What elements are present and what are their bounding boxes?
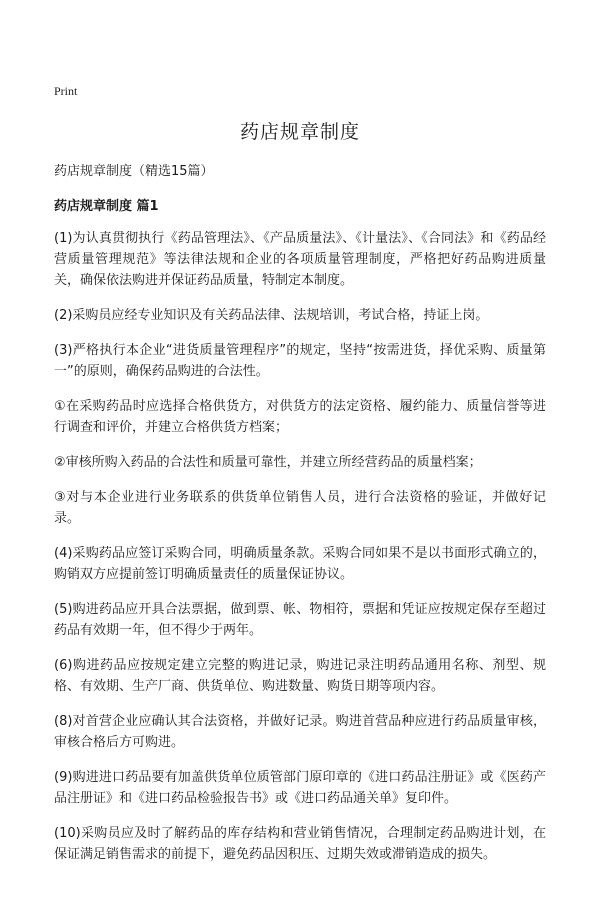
paragraph-8: (5)购进药品应开具合法票据，做到票、帐、物相符，票据和凭证应按规定保存至超过药品有效期一年，但不得少于两年。 (54, 602, 546, 638)
paragraph-6: ③对与本企业进行业务联系的供货单位销售人员，进行合法资格的验证，并做好记录。 (54, 490, 546, 526)
document-title: 药店规章制度 (239, 121, 360, 143)
paragraph-5: ②审核所购入药品的合法性和质量可靠性，并建立所经营药品的质量档案； (54, 455, 482, 470)
paragraph-12: (10)采购员应及时了解药品的库存结构和营业销售情况，合理制定药品购进计划，在保证满足销售需求的前提下，避免药品因积压、过期失效或滞销造成的损失。 (54, 826, 546, 862)
paragraph-9: (6)购进药品应按规定建立完整的购进记录，购进记录注明药品通用名称、剂型、规格、有效期、生产厂商、供货单位、购进数量、购货日期等项内容。 (54, 658, 546, 694)
document-subtitle: 药店规章制度（精选15篇） (54, 164, 214, 179)
paragraph-2: (2)采购员应经专业知识及有关药品法律、法规培训，考试合格，持证上岗。 (54, 308, 489, 323)
paragraph-11: (9)购进进口药品要有加盖供货单位质管部门原印章的《进口药品注册证》或《医药产品注册证》和《进口药品检验报告书》或《进口药品通关单》复印件。 (54, 770, 546, 806)
paragraph-10: (8)对首营企业应确认其合法资格，并做好记录。购进首营品种应进行药品质量审核，审核合格后方可购进。 (54, 714, 546, 750)
paragraph-7: (4)采购药品应签订采购合同，明确质量条款。采购合同如果不是以书面形式确立的，购销双方应提前签订明确质量责任的质量保证协议。 (54, 546, 546, 582)
paragraph-1: (1)为认真贯彻执行《药品管理法》、《产品质量法》、《计量法》、《合同法》和《药品经营质量管理规范》等法律法规和企业的各项质量管理制度，严格把好药品购进质量关，确保依法购进并保证药品质量，特制定本制度。 (54, 231, 546, 288)
paragraph-4: ①在采购药品时应选择合格供货方，对供货方的法定资格、履约能力、质量信誉等进行调查和评价，并建立合格供货方档案； (54, 399, 546, 435)
print-link[interactable]: Print (54, 84, 78, 98)
paragraph-3: (3)严格执行本企业“进货质量管理程序”的规定，坚持“按需进货，择优采购、质量第一”的原则，确保药品购进的合法性。 (54, 343, 546, 379)
section-heading: 药店规章制度 篇1 (54, 199, 159, 214)
